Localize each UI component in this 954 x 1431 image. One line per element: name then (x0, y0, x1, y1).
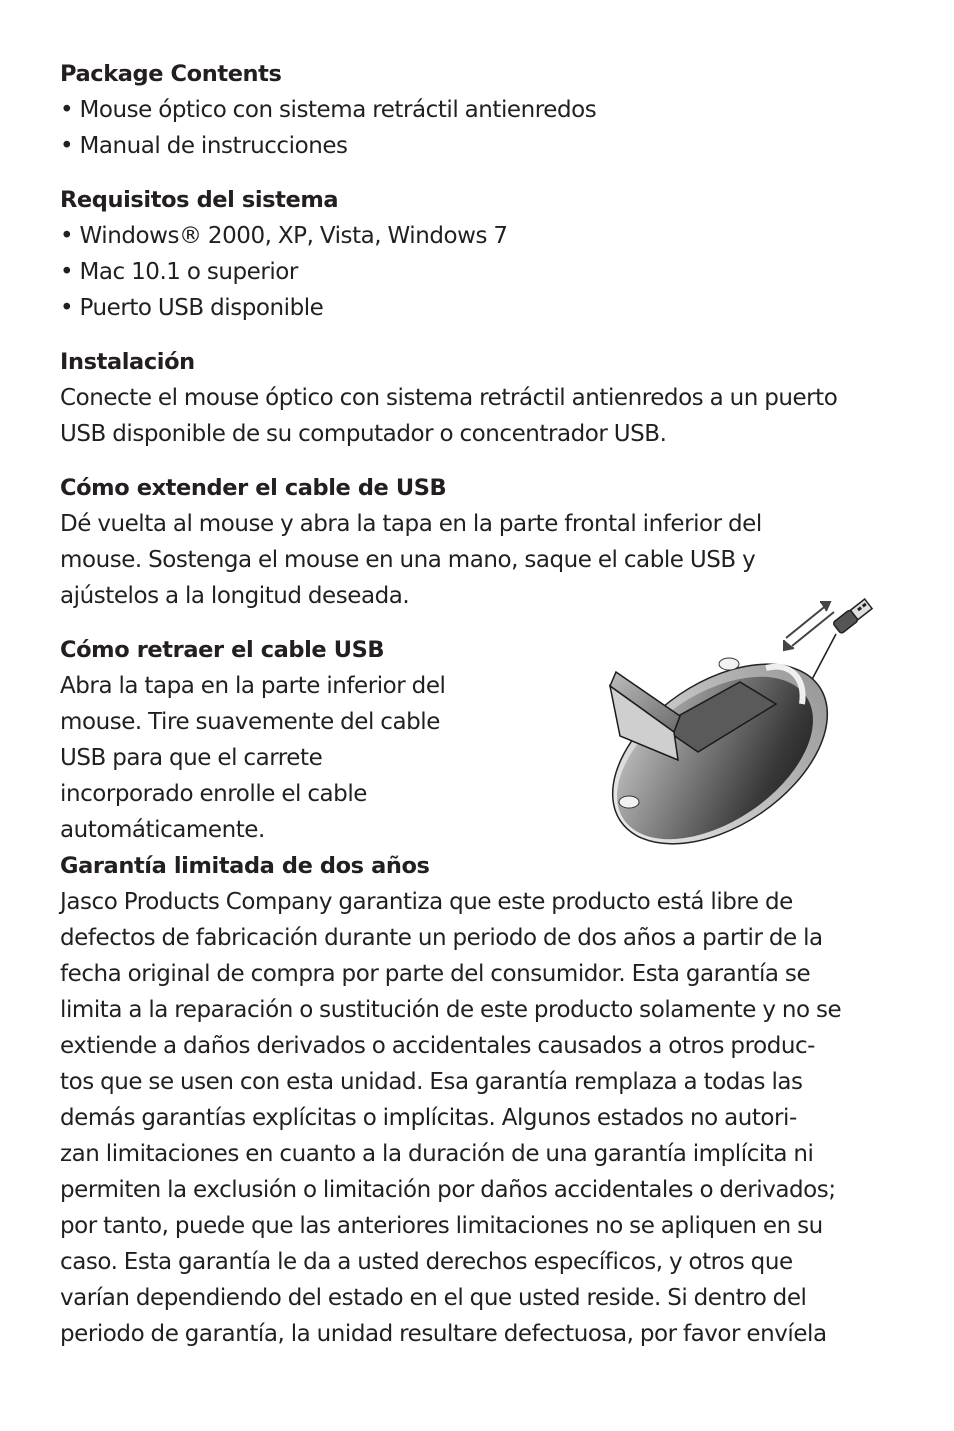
text-line: zan limitaciones en cuanto a la duración de una garantía implícita ni (60, 1141, 814, 1167)
text-line: incorporado enrolle el cable (60, 781, 367, 807)
warranty-section (60, 848, 900, 1352)
warranty-heading: Garantía limitada de dos años (60, 853, 430, 879)
text-line: defectos de fabricación durante un periodo de dos años a partir de la (60, 925, 823, 951)
text-line: USB disponible de su computador o concentrador USB. (60, 421, 667, 447)
text-line: extiende a daños derivados o accidentales causados a otros produc- (60, 1033, 816, 1059)
text-line: periodo de garantía, la unidad resultare defectuosa, por favor envíela (60, 1321, 827, 1347)
text-line: Conecte el mouse óptico con sistema retráctil antienredos a un puerto (60, 385, 838, 411)
text-line: limita a la reparación o sustitución de este producto solamente y no se (60, 997, 842, 1023)
text-line: ajústelos a la longitud deseada. (60, 583, 410, 609)
text-line: tos que se usen con esta unidad. Esa garantía remplaza a todas las (60, 1069, 803, 1095)
list-item: • Windows® 2000, XP, Vista, Windows 7 (60, 218, 900, 254)
usb-plug-icon (833, 598, 873, 634)
retractable-mouse-illustration (590, 586, 910, 856)
retract-cable-heading: Cómo retraer el cable USB (60, 637, 385, 663)
package-contents-section (60, 56, 900, 164)
list-item: • Mouse óptico con sistema retráctil antienredos (60, 92, 900, 128)
installation-section (60, 344, 900, 452)
requirements-section (60, 182, 900, 326)
extend-retract-arrows-icon (784, 602, 834, 650)
text-line: por tanto, puede que las anteriores limitaciones no se apliquen en su (60, 1213, 823, 1239)
text-line: caso. Esta garantía le da a usted derechos específicos, y otros que (60, 1249, 793, 1275)
text-line: varían dependiendo del estado en el que usted reside. Si dentro del (60, 1285, 807, 1311)
list-item: • Manual de instrucciones (60, 128, 900, 164)
list-item: • Puerto USB disponible (60, 290, 900, 326)
text-line: automáticamente. (60, 817, 265, 843)
text-line: permiten la exclusión o limitación por daños accidentales o derivados; (60, 1177, 836, 1203)
installation-heading: Instalación (60, 349, 195, 375)
text-line: Dé vuelta al mouse y abra la tapa en la parte frontal inferior del (60, 511, 762, 537)
retract-cable-text (60, 632, 490, 848)
text-line: fecha original de compra por parte del consumidor. Esta garantía se (60, 961, 811, 987)
requirements-heading: Requisitos del sistema (60, 187, 339, 213)
text-line: demás garantías explícitas o implícitas. Algunos estados no autori- (60, 1105, 797, 1131)
text-line: Abra la tapa en la parte inferior del (60, 673, 446, 699)
document-page (60, 56, 900, 1352)
retract-cable-section (60, 632, 900, 848)
text-line: mouse. Sostenga el mouse en una mano, saque el cable USB y (60, 547, 756, 573)
extend-cable-heading: Cómo extender el cable de USB (60, 475, 447, 501)
package-contents-heading: Package Contents (60, 61, 282, 87)
text-line: USB para que el carrete (60, 745, 323, 771)
requirements-list (60, 218, 900, 326)
text-line: Jasco Products Company garantiza que este producto está libre de (60, 889, 793, 915)
package-contents-list (60, 92, 900, 164)
list-item: • Mac 10.1 o superior (60, 254, 900, 290)
text-line: mouse. Tire suavemente del cable (60, 709, 440, 735)
